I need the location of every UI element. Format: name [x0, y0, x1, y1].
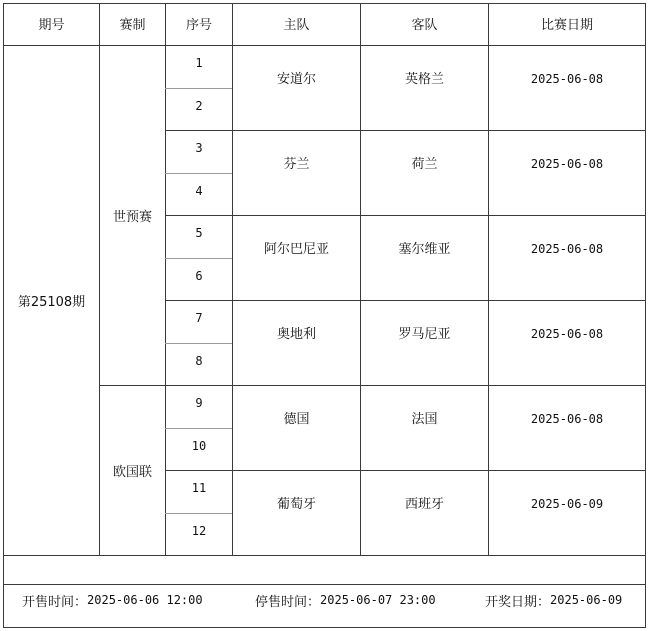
match-date: 2025-06-08 [530, 242, 604, 256]
seq-number: 5 [195, 226, 203, 240]
away-team: 罗马尼亚 [398, 327, 451, 342]
seq-number: 7 [195, 311, 203, 325]
home-team: 芬兰 [283, 157, 310, 172]
match-separator [165, 300, 646, 301]
competition-cell: 欧国联 [112, 465, 152, 480]
away-team: 西班牙 [404, 497, 444, 512]
seq-number: 2 [195, 99, 203, 113]
match-separator [165, 215, 646, 216]
border-bottom [3, 627, 646, 628]
seq-number: 11 [191, 481, 207, 495]
seq-number: 4 [195, 184, 203, 198]
seq-number: 9 [195, 396, 203, 410]
draw-date [485, 590, 622, 610]
away-team: 英格兰 [404, 72, 444, 87]
match-date: 2025-06-08 [530, 327, 604, 341]
seq-number: 3 [195, 141, 203, 155]
seq-number: 6 [195, 269, 203, 283]
match-date: 2025-06-09 [530, 497, 604, 511]
home-team: 奥地利 [276, 327, 316, 342]
away-team: 塞尔维亚 [398, 242, 451, 257]
sale-start-value: 2025-06-06 12:00 [87, 593, 203, 607]
sale-stop-label: 停售时间： [255, 594, 321, 610]
home-team: 阿尔巴尼亚 [263, 242, 329, 257]
match-separator [165, 130, 646, 131]
seq-number: 12 [191, 524, 207, 538]
home-team: 安道尔 [276, 72, 316, 87]
header-competition: 赛制 [119, 18, 146, 33]
home-team: 葡萄牙 [276, 497, 316, 512]
sale-start-label: 开售时间： [22, 594, 88, 610]
match-date: 2025-06-08 [530, 412, 604, 426]
header-date: 比赛日期 [540, 18, 593, 33]
draw-date-value: 2025-06-09 [550, 593, 623, 607]
match-date: 2025-06-08 [530, 72, 604, 86]
seq-number: 1 [195, 56, 203, 70]
period-cell: 第25108期 [17, 295, 86, 310]
header-period: 期号 [38, 18, 65, 33]
footer-top-line [3, 584, 646, 585]
header-home: 主队 [283, 18, 310, 33]
away-team: 荷兰 [411, 157, 438, 172]
sale-stop [255, 590, 436, 610]
border-right [645, 3, 646, 628]
seq-number: 10 [191, 439, 207, 453]
away-team: 法国 [411, 412, 438, 427]
header-away: 客队 [411, 18, 438, 33]
sale-start [22, 590, 203, 610]
seq-number: 8 [195, 354, 203, 368]
match-date: 2025-06-08 [530, 157, 604, 171]
match-separator [165, 470, 646, 471]
competition-cell: 世预赛 [112, 210, 152, 225]
draw-date-label: 开奖日期： [485, 594, 551, 610]
home-team: 德国 [283, 412, 310, 427]
header-seq: 序号 [185, 18, 212, 33]
sale-stop-value: 2025-06-07 23:00 [320, 593, 436, 607]
